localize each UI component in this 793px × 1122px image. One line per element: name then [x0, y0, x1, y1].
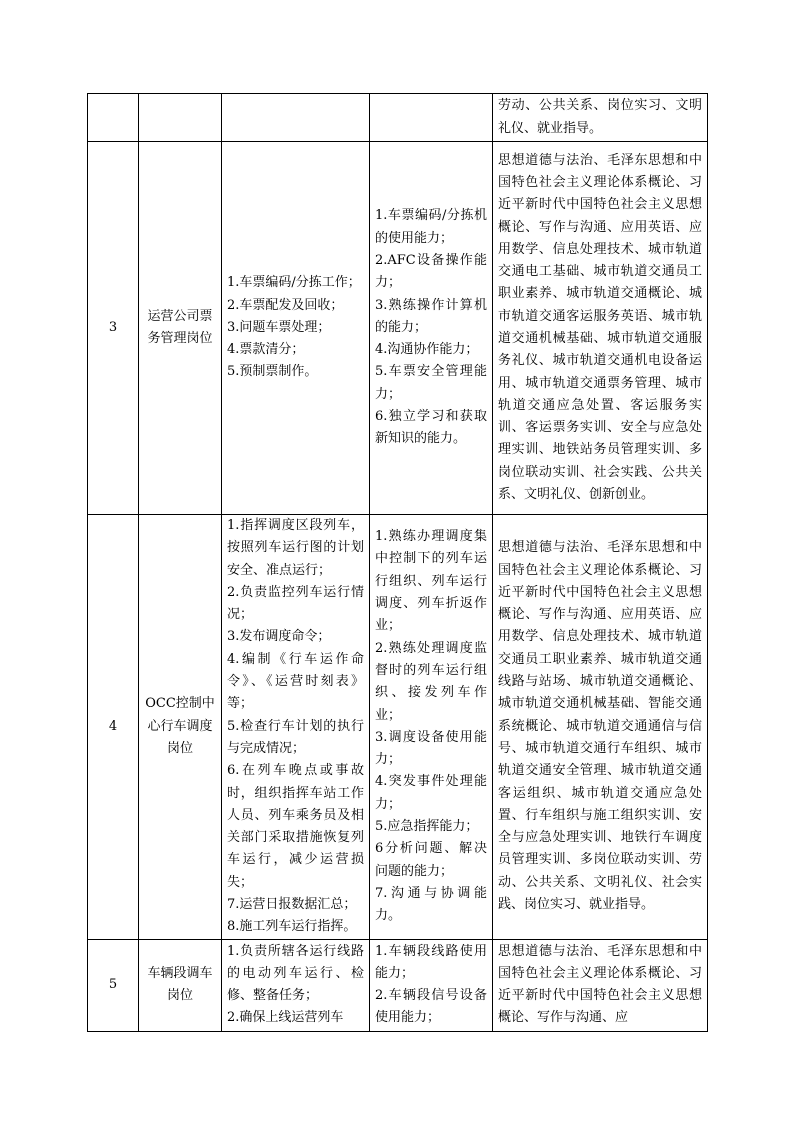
duty-item: 4.编制《行车运作命令》、《运营时刻表》等；: [227, 651, 364, 712]
table-row: [88, 515, 708, 940]
duty-item: 2.负责监控列车运行情况；: [227, 584, 364, 623]
duty-item: 4.票款清分；: [227, 342, 305, 358]
duty-item: 1.负责所辖各运行线路的电动列车运行、检修、整备任务；: [227, 943, 364, 1004]
ability-item: 1.熟练办理调度集中控制下的列车运行组织、列车运行调度、列车折返作业；: [375, 529, 487, 634]
row-number: 4: [88, 515, 139, 940]
ability-item: 5.应急指挥能力；: [375, 819, 479, 834]
row-number: 3: [88, 142, 139, 515]
ability-item: 6.独立学习和获取新知识的能力。: [375, 409, 487, 447]
duty-item: 5.预制票制作。: [227, 364, 318, 380]
duty-item: 6.在列车晚点或事故时，组织指挥车站工作人员、列车乘务员及相关部门采取措施恢复列车运行，减少运营损失；: [227, 763, 364, 890]
ability-item: 4.沟通协作能力；: [375, 342, 479, 358]
duties-cell: [222, 94, 370, 142]
duties-cell: [222, 939, 370, 1031]
ability-item: 1.车辆段线路使用能力；: [375, 943, 487, 981]
duty-item: 2.确保上线运营列车: [227, 1010, 344, 1026]
duty-item: 2.车票配发及回收；: [227, 297, 344, 313]
duties-cell: [222, 142, 370, 515]
ability-item: 1.车票编码/分拣机的使用能力；: [375, 208, 487, 246]
ability-item: 7.沟通与协调能力。: [375, 885, 487, 924]
position-name: 车辆段调车岗位: [139, 939, 222, 1031]
abilities-cell: [370, 939, 493, 1031]
ability-item: 2.AFC设备操作能力；: [375, 252, 487, 291]
duty-item: 1.指挥调度区段列车，按照列车运行图的计划安全、准点运行；: [227, 518, 364, 578]
ability-item: 3.熟练操作计算机的能力；: [375, 297, 487, 335]
courses-cell: 劳动、公共关系、岗位实习、文明礼仪、就业指导。: [493, 94, 708, 142]
duty-item: 8.施工列车运行指挥。: [227, 919, 357, 935]
position-name: 运营公司票务管理岗位: [139, 142, 222, 515]
courses-cell: 思想道德与法治、毛泽东思想和中国特色社会主义理论体系概论、习近平新时代中国特色社会主义思想概论、写作与沟通、应用英语、应用数学、信息处理技术、城市轨道交通员工职业素养、城市轨道交通线路与站场、城市轨道交通概论、城市轨道交通机械基础、智能交通系统概论、城市轨道交通通信与信号、城市轨道交通行车组织、城市轨道交通安全管理、城市轨道交通客运组织、城市轨道交通应急处置、行车组织与施工组织实训、安全与应急处理实训、地铁行车调度员管理实训、多岗位联动实训、劳动、公共关系、文明礼仪、社会实践、岗位实习、就业指导。: [493, 515, 708, 940]
row-number: 5: [88, 939, 139, 1031]
table-row: [88, 142, 708, 515]
duty-item: 3.发布调度命令；: [227, 629, 331, 645]
duties-cell: [222, 515, 370, 940]
row-number: [88, 94, 139, 142]
position-name: OCC控制中心行车调度岗位: [139, 515, 222, 940]
abilities-cell: [370, 142, 493, 515]
duty-item: 7.运营日报数据汇总；: [227, 897, 357, 913]
curriculum-table: [87, 93, 708, 1032]
courses-cell: 思想道德与法治、毛泽东思想和中国特色社会主义理论体系概论、习近平新时代中国特色社会主义思想概论、写作与沟通、应: [493, 939, 708, 1031]
position-name: [139, 94, 222, 142]
ability-item: 2.熟练处理调度监督时的列车运行组织、接发列车作业；: [375, 640, 487, 723]
ability-item: 3.调度设备使用能力；: [375, 729, 487, 768]
courses-cell: 思想道德与法治、毛泽东思想和中国特色社会主义理论体系概论、习近平新时代中国特色社会主义思想概论、写作与沟通、应用英语、应用数学、信息处理技术、城市轨道交通电工基础、城市轨道交通员工职业素养、城市轨道交通概论、城市轨道交通客运服务英语、城市轨道交通机械基础、城市轨道交通服务礼仪、城市轨道交通机电设备运用、城市轨道交通票务管理、城市轨道交通应急处置、客运服务实训、客运票务实训、安全与应急处理实训、地铁站务员管理实训、多岗位联动实训、社会实践、公共关系、文明礼仪、创新创业。: [493, 142, 708, 515]
table-row: [88, 94, 708, 142]
ability-item: 4.突发事件处理能力；: [375, 774, 487, 812]
ability-item: 5.车票安全管理能力；: [375, 364, 487, 402]
duty-item: 1.车票编码/分拣工作；: [227, 275, 361, 291]
abilities-cell: [370, 515, 493, 940]
duty-item: 3.问题车票处理；: [227, 319, 331, 335]
table-row: [88, 939, 708, 1031]
ability-item: 2.车辆段信号设备使用能力；: [375, 988, 487, 1026]
abilities-cell: [370, 94, 493, 142]
ability-item: 6分析问题、解决问题的能力；: [375, 841, 487, 879]
duty-item: 5.检查行车计划的执行与完成情况；: [227, 718, 364, 756]
